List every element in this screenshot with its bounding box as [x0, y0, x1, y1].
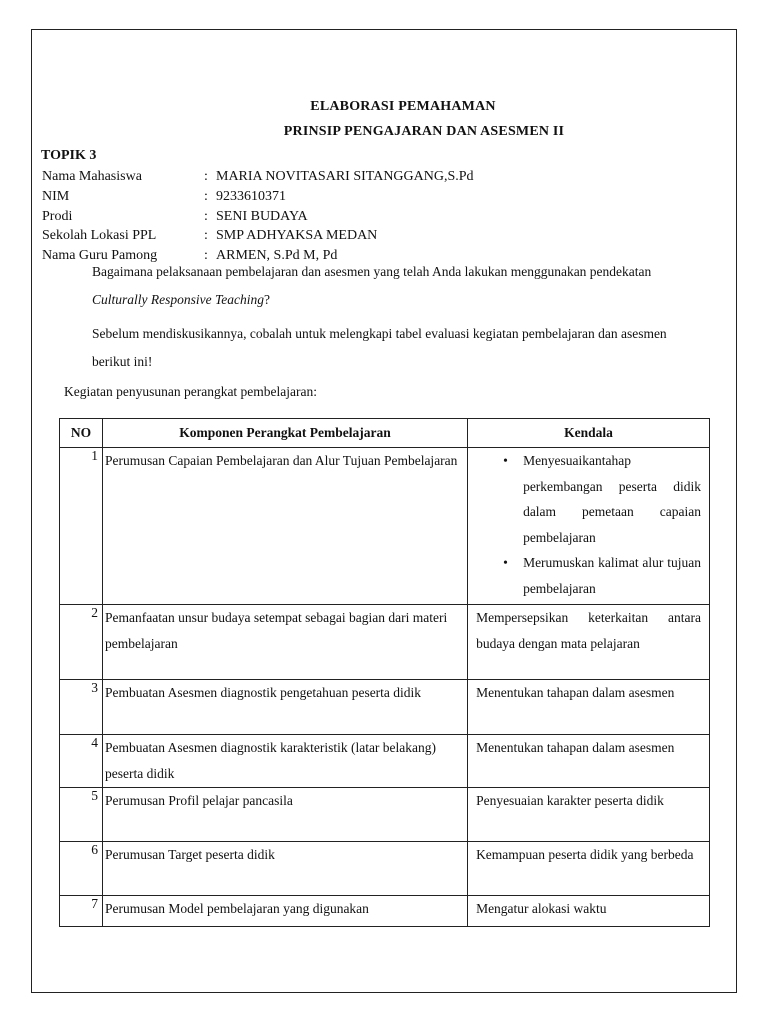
table-intro: Kegiatan penyusunan perangkat pembelajaran: [64, 384, 318, 399]
row-component: Pembuatan Asesmen diagnostik karakteristik (latar belakang) peserta didik [103, 735, 468, 788]
row-obstacle: Mengatur alokasi waktu [468, 896, 710, 927]
bullet-text: Merumuskan kalimat alur tujuan pembelajaran [523, 555, 701, 596]
table-row [60, 735, 710, 788]
row-number: 3 [60, 680, 103, 735]
info-label: Sekolah Lokasi PPL [42, 228, 157, 244]
row-component: Perumusan Profil pelajar pancasila [103, 788, 468, 842]
table-row [60, 448, 710, 605]
row-component: Pembuatan Asesmen diagnostik pengetahuan peserta didik [103, 680, 468, 735]
instruction-paragraph: Sebelum mendiskusikannya, cobalah untuk melengkapi tabel evaluasi kegiatan pembelajaran dan asesmen berikut ini! [92, 326, 667, 369]
header-obstacle: Kendala [468, 419, 710, 448]
row-number: 4 [60, 735, 103, 788]
table-row [60, 896, 710, 927]
info-value: MARIA NOVITASARI SITANGGANG,S.Pd [216, 169, 474, 184]
info-label: Prodi [42, 208, 73, 224]
header-no: NO [60, 419, 103, 448]
row-component: Perumusan Target peserta didik [103, 842, 468, 896]
info-value: SMP ADHYAKSA MEDAN [216, 228, 378, 244]
table-row [60, 842, 710, 896]
bullet-icon: • [503, 555, 508, 570]
obstacle-bullet-list [476, 448, 701, 601]
info-colon: : [204, 208, 208, 224]
question-paragraph [92, 258, 692, 314]
row-obstacle: Kemampuan peserta didik yang berbeda [468, 842, 710, 896]
row-obstacle: Menentukan tahapan dalam asesmen [468, 735, 710, 788]
info-value: SENI BUDAYA [216, 208, 308, 224]
info-row-name [42, 167, 474, 187]
question-text: Bagaimana pelaksanaan pembelajaran dan asesmen yang telah Anda lakukan menggunakan pendekatan [92, 264, 652, 279]
evaluation-table [59, 418, 710, 927]
student-info [42, 167, 474, 266]
table-row [60, 680, 710, 735]
obstacle-bullet [476, 550, 701, 601]
question-mark: ? [264, 292, 270, 307]
info-colon: : [204, 228, 208, 244]
info-value: ARMEN, S.Pd M, Pd [216, 248, 338, 264]
row-obstacle: Penyesuaian karakter peserta didik [468, 788, 710, 842]
row-number: 1 [60, 448, 103, 605]
row-component: Perumusan Capaian Pembelajaran dan Alur Tujuan Pembelajaran [103, 448, 468, 605]
info-value: 9233610371 [216, 188, 286, 204]
info-row-school [42, 226, 474, 246]
row-obstacle: Menentukan tahapan dalam asesmen [468, 680, 710, 735]
info-colon: : [204, 188, 208, 204]
info-colon: : [204, 248, 208, 264]
row-component: Pemanfaatan unsur budaya setempat sebagai bagian dari materi pembelajaran [103, 605, 468, 680]
table-row [60, 605, 710, 680]
bullet-text: Menyesuaikantahap perkembangan peserta didik dalam pemetaan capaian pembelajaran [523, 453, 701, 545]
table-header-row [60, 419, 710, 448]
row-number: 7 [60, 896, 103, 927]
topic-label: TOPIK 3 [41, 148, 97, 163]
row-number: 2 [60, 605, 103, 680]
info-label: Nama Mahasiswa [42, 169, 142, 184]
row-obstacle [468, 448, 710, 605]
header-component: Komponen Perangkat Pembelajaran [103, 419, 468, 448]
bullet-icon: • [503, 453, 508, 468]
document-subtitle: PRINSIP PENGAJARAN DAN ASESMEN II [283, 124, 565, 139]
info-label: NIM [42, 188, 70, 204]
row-number: 6 [60, 842, 103, 896]
info-row-prodi [42, 207, 474, 227]
obstacle-bullet [476, 448, 701, 550]
document-title: ELABORASI PEMAHAMAN [310, 99, 496, 114]
table-row [60, 788, 710, 842]
row-number: 5 [60, 788, 103, 842]
info-colon: : [204, 169, 208, 184]
row-component: Perumusan Model pembelajaran yang digunakan [103, 896, 468, 927]
info-row-nim [42, 187, 474, 207]
row-obstacle: Mempersepsikan keterkaitan antara budaya dengan mata pelajaran [468, 605, 710, 680]
info-label: Nama Guru Pamong [42, 248, 158, 264]
question-emphasis: Culturally Responsive Teaching [92, 292, 264, 307]
